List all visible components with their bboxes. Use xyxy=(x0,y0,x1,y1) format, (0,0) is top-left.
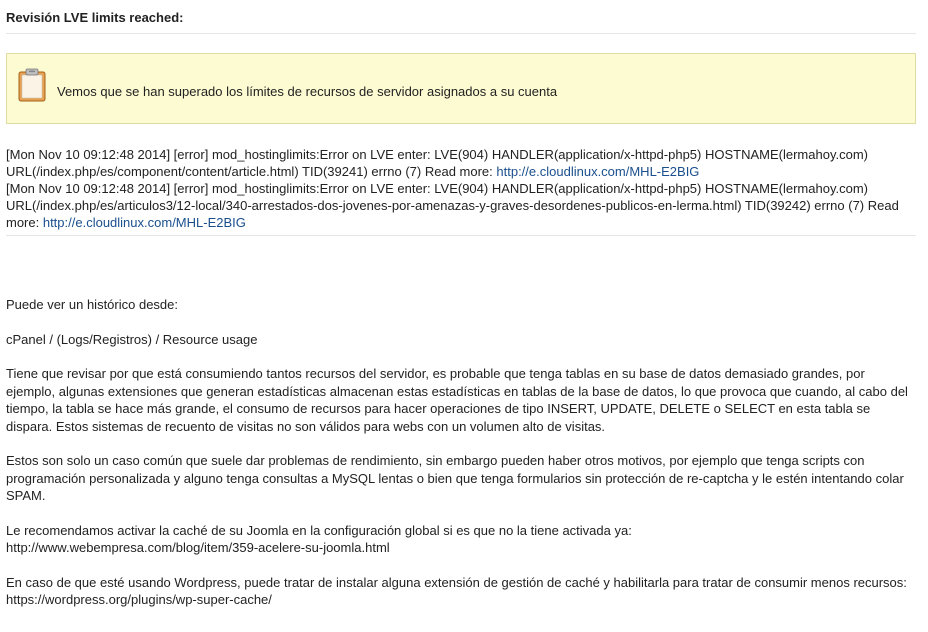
wordpress-url: https://wordpress.org/plugins/wp-super-cache/ xyxy=(6,592,272,607)
paragraph: cPanel / (Logs/Registros) / Resource usage xyxy=(6,331,258,347)
log-line: [Mon Nov 10 09:12:48 2014] [error] mod_hostinglimits:Error on LVE enter: LVE(904) HANDLER(application/x-httpd-php5) HOSTNAME(lermahoy.com) xyxy=(6,181,868,196)
ticket-reply xyxy=(6,0,916,626)
paragraph xyxy=(6,574,916,609)
log-line-text: more: xyxy=(6,215,43,230)
cloudlinux-link[interactable]: http://e.cloudlinux.com/MHL-E2BIG xyxy=(42,215,246,230)
log-line xyxy=(6,163,916,180)
paragraph-text: En caso de que esté usando Wordpress, puede tratar de instalar alguna extensión de gestión de caché y habilitarla para tratar de consumir menos recursos: xyxy=(6,574,907,590)
log-entry xyxy=(6,146,916,180)
message-body xyxy=(6,296,916,609)
paragraph: Puede ver un histórico desde: xyxy=(6,297,178,312)
notice-message: Vemos que se han superado los límites de recursos de servidor asignados a su cuenta xyxy=(57,84,558,99)
log-line: URL(/index.php/es/articulos3/12-local/340-arrestados-dos-jovenes-por-amenazas-y-graves-desordenes-publicos-en-lerma.html) TID(39242) errno (7) Read xyxy=(6,198,899,213)
cloudlinux-link[interactable]: http://e.cloudlinux.com/MHL-E2BIG xyxy=(496,164,700,179)
paragraph-text: Le recomendamos activar la caché de su Joomla en la configuración global si es que no la tiene activada ya: xyxy=(6,522,632,538)
log-line: [Mon Nov 10 09:12:48 2014] [error] mod_hostinglimits:Error on LVE enter: LVE(904) HANDLER(application/x-httpd-php5) HOSTNAME(lermahoy.com) xyxy=(6,147,868,162)
paragraph: Estos son solo un caso común que suele dar problemas de rendimiento, sin embargo pueden haber otros motivos, por ejemplo que tenga scripts con programación personalizada y alguno tenga consultas a MySQL lentas o bien que tenga formularios sin protección de re-captcha y le estén intentando colar SPAM. xyxy=(6,453,904,503)
paragraph xyxy=(6,522,916,557)
paragraph: Tiene que revisar por que está consumiendo tantos recursos del servidor, es probable que tenga tablas en su base de datos demasiado grandes, por ejemplo, algunas extensiones que generan estadísticas almacenan estas estadísticas en tablas de la base de datos, lo que provoca que cuando, al cabo del tiempo, la tabla se hace más grande, el consumo de recursos para hacer operaciones de tipo INSERT, UPDATE, DELETE o SELECT en esta tabla se dispara. Estos sistemas de recuento de visitas no son válidos para webs con un volumen alto de visitas. xyxy=(6,366,908,434)
clipboard-icon xyxy=(18,68,46,102)
notice-box xyxy=(6,53,916,124)
log-line-text: URL(/index.php/es/component/content/article.html) TID(39241) errno (7) Read more: xyxy=(6,164,497,179)
log-line xyxy=(6,214,916,231)
error-log xyxy=(6,146,916,236)
joomla-url: http://www.webempresa.com/blog/item/359-acelere-su-joomla.html xyxy=(6,540,390,555)
log-entry xyxy=(6,180,916,231)
page-title: Revisión LVE limits reached: xyxy=(6,0,916,34)
